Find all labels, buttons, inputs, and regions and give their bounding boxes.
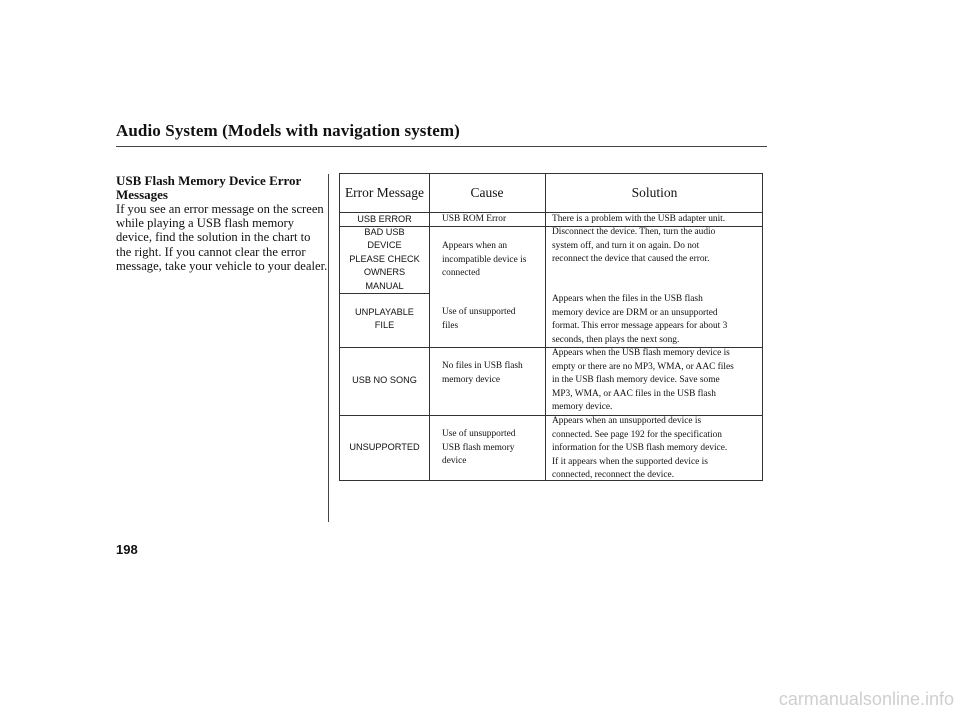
table-row-cause: Appears when an incompatible device is connected	[442, 241, 527, 279]
table-row-cause: Use of unsupported files	[442, 307, 516, 331]
table-row-message: UNSUPPORTED	[349, 442, 420, 452]
header-error-message: Error Message	[344, 185, 425, 200]
watermark: carmanualsonline.info	[778, 689, 954, 709]
intro-paragraph: If you see an error message on the screen while playing a USB flash memory device, find the solution in the chart to the right. If you cannot clear the error message, take your vehicle to your dealer.	[116, 202, 328, 273]
table-row-solution: Appears when the USB flash memory device is empty or there are no MP3, WMA, or AAC files in the USB flash memory device. Save some MP3, WMA, or AAC files in the USB flash memory device.	[552, 348, 734, 413]
table-row-cause: Use of unsupported USB flash memory device	[442, 429, 516, 467]
table-row-solution: Appears when an unsupported device is connected. See page 192 for the specification information for the USB flash memory device. If it appears when the supported device is connected, reconnect the device.	[552, 416, 728, 481]
table-row-solution: Disconnect the device. Then, turn the audio system off, and turn it on again. Do not reconnect the device that caused the error.	[552, 227, 716, 265]
page-number: 198	[116, 542, 138, 557]
column-divider	[328, 174, 329, 522]
column-line	[429, 174, 430, 480]
table-row-solution: Appears when the files in the USB flash memory device are DRM or an unsupported format. This error message appears for about 3 seconds, then plays the next song.	[552, 294, 728, 345]
column-line	[545, 174, 546, 480]
table-row-solution: There is a problem with the USB adapter unit.	[552, 214, 726, 224]
header-cause: Cause	[470, 185, 504, 200]
table-row-message: UNPLAYABLE FILE	[355, 307, 414, 331]
table-row-cause: No files in USB flash memory device	[442, 361, 523, 385]
page-title: Audio System (Models with navigation system)	[116, 121, 460, 140]
section-heading: USB Flash Memory Device Error Messages	[116, 173, 302, 202]
row-line	[340, 293, 429, 294]
table-row-cause: USB ROM Error	[442, 214, 507, 224]
table-row-message: USB NO SONG	[352, 375, 417, 385]
error-message-table	[339, 173, 763, 481]
table-header	[340, 174, 762, 213]
header-rule	[116, 146, 767, 147]
table-row-message: BAD USB DEVICE PLEASE CHECK OWNERS MANUAL	[349, 227, 420, 291]
header-solution: Solution	[631, 185, 678, 200]
table-row-message: USB ERROR	[357, 214, 412, 224]
